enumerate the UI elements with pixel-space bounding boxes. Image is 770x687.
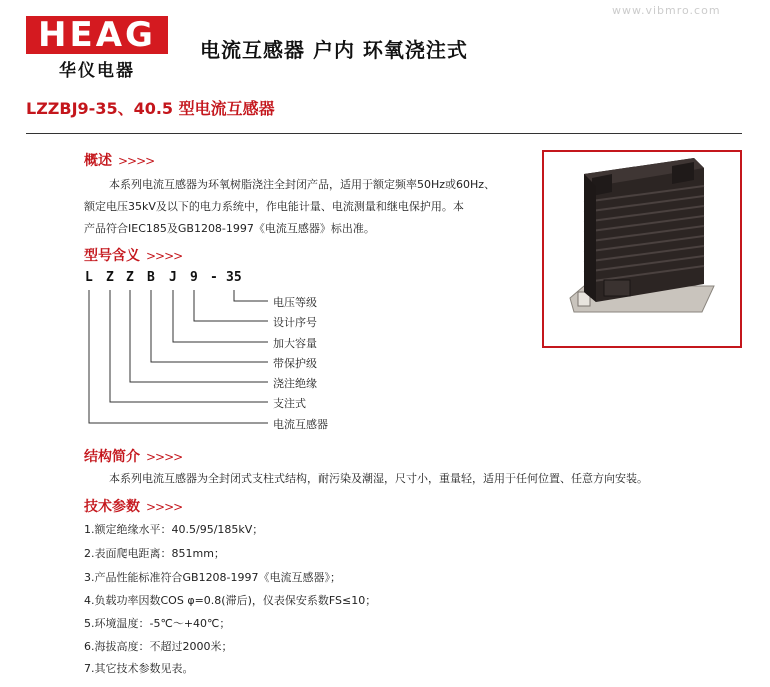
- legend-voltage-class: 电压等级: [273, 296, 317, 309]
- tech-params-heading-text: 技术参数: [84, 499, 140, 515]
- model-meaning-heading-text: 型号含义: [84, 248, 140, 264]
- spec-item: 7.其它技术参数见表。: [84, 662, 194, 675]
- legend-increased-capacity: 加大容量: [273, 337, 317, 350]
- model-letter-6: 9: [190, 270, 198, 285]
- tech-params-heading: [84, 496, 182, 516]
- structure-heading-text: 结构简介: [84, 449, 140, 465]
- model-letter-3: Z: [126, 270, 134, 285]
- legend-protection-class: 带保护级: [273, 357, 317, 370]
- spec-item: 4.负载功率因数COS φ=0.8(滞后)，仪表保安系数FS≤10；: [84, 594, 377, 607]
- chevrons-icon: >>>>: [118, 154, 155, 168]
- legend-cast-insulation: 浇注绝缘: [273, 377, 317, 390]
- model-letter-5: J: [169, 270, 177, 285]
- logo-subtext: 华仪电器: [59, 61, 135, 81]
- legend-current-transformer: 电流互感器: [273, 418, 328, 431]
- spec-item: 2.表面爬电距离：851mm；: [84, 547, 225, 560]
- chevrons-icon: >>>>: [146, 249, 183, 263]
- watermark: www.vibmro.com: [612, 4, 721, 17]
- product-title: LZZBJ9-35、40.5 型电流互感器: [26, 99, 275, 118]
- chevrons-icon: >>>>: [146, 500, 183, 514]
- model-letter-4: B: [147, 270, 155, 285]
- overview-line-3: 产品符合IEC185及GB1208-1997《电流互感器》标出准。: [84, 222, 375, 235]
- overview-line-1: 本系列电流互感器为环氧树脂浇注全封闭产品，适用于额定频率50Hz或60Hz、: [109, 178, 496, 191]
- overview-heading-text: 概述: [84, 153, 112, 169]
- structure-text: 本系列电流互感器为全封闭式支柱式结构，耐污染及潮湿，尺寸小，重量轻，适用于任何位置、任意方向安装。: [109, 472, 648, 485]
- header-title: 电流互感器 户内 环氧浇注式: [200, 38, 468, 62]
- model-letter-1: L: [85, 270, 93, 285]
- model-letter-8: 35: [226, 270, 242, 285]
- model-letter-7: -: [210, 270, 218, 285]
- chevrons-icon: >>>>: [146, 450, 183, 464]
- spec-item: 3.产品性能标准符合GB1208-1997《电流互感器》；: [84, 571, 342, 584]
- spec-item: 5.环境温度：-5℃～+40℃；: [84, 617, 231, 630]
- structure-heading: [84, 446, 182, 466]
- overview-line-2: 额定电压35kV及以下的电力系统中，作电能计量、电流测量和继电保护用。本: [84, 200, 464, 213]
- logo-wordmark: HEAG: [26, 16, 168, 54]
- model-letter-2: Z: [106, 270, 114, 285]
- legend-design-serial: 设计序号: [273, 316, 317, 329]
- spec-item: 1.额定绝缘水平：40.5/95/185kV；: [84, 523, 264, 536]
- legend-support-type: 支注式: [273, 397, 306, 410]
- spec-item: 6.海拔高度：不超过2000米；: [84, 640, 233, 653]
